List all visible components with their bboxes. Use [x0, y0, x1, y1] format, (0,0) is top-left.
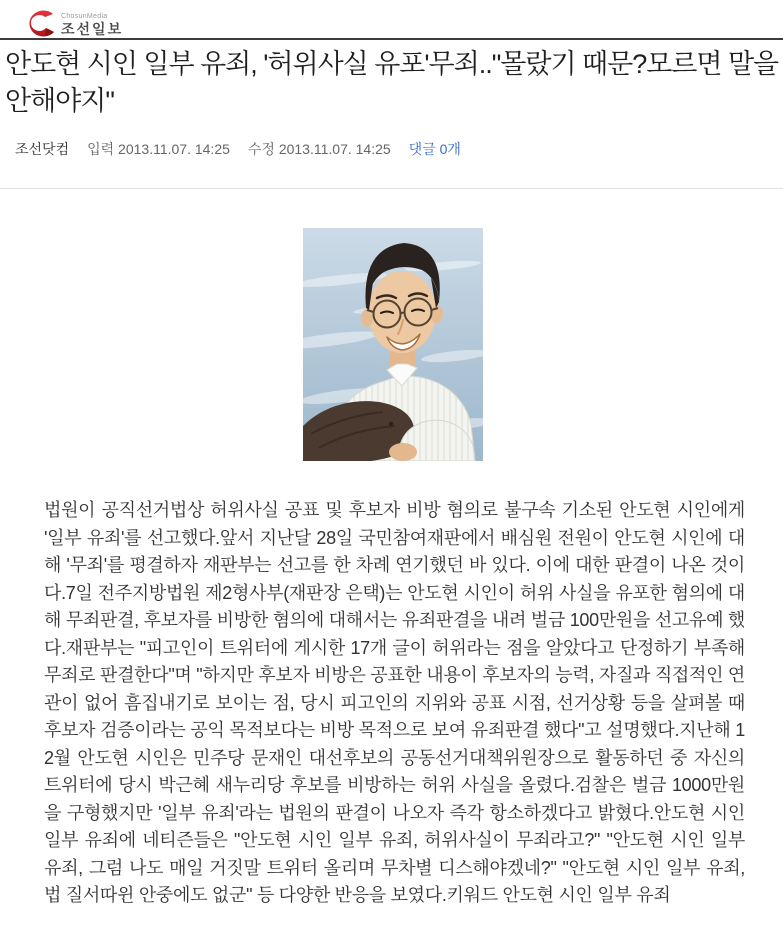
header-rule	[0, 38, 783, 40]
man-portrait-photo	[303, 228, 483, 461]
byline-modified: 수정 2013.11.07. 14:25	[247, 141, 391, 157]
byline-divider	[0, 188, 783, 189]
comments-link[interactable]: 댓글 0개	[408, 141, 461, 157]
byline-source: 조선닷컴	[15, 141, 70, 157]
logo-text	[61, 13, 123, 36]
chosun-logo[interactable]	[22, 9, 123, 39]
chosun-c-swoosh-icon	[22, 9, 56, 39]
article-headline: 안도현 시인 일부 유죄, '허위사실 유포'무죄.."몰랐기 때문?모르면 말을 안해야지"	[5, 49, 779, 116]
article-photo	[303, 228, 483, 461]
byline-published: 입력 2013.11.07. 14:25	[87, 141, 230, 157]
logo-paper-name: 조선일보	[61, 20, 124, 37]
article-body: 법원이 공직선거법상 허위사실 공표 및 후보자 비방 혐의로 불구속 기소된 안도현 시인에게 '일부 유죄'를 선고했다.앞서 지난달 28일 국민참여재판에서 배심원 전원이 안도현 시인에 대해 '무죄'를 평결하자 재판부는 선고를 한 차례 연기했던 바 있다. 이에 대한 판결이 나온 것이다.7일 전주지방법원 제2형사부(재판장 은택)는 안도현 시인이 허위 사실을 유포한 혐의에 대해 무죄판결, 후보자를 비방한 혐의에 대해서는 유죄판결을 내려 벌금 100만원을 선고유예 했다.재판부는 "피고인이 트위터에 게시한 17개 글이 허위라는 점을 알았다고 단정하기 부족해 무죄로 판결한다"며 "하지만 후보자 비방은 공표한 내용이 후보자의 능력, 자질과 직접적인 연관이 없어 흠집내기로 보이는 점, 당시 피고인의 지위와 공표 시점, 선거상황 등을 살펴볼 때 후보자 검증이라는 공익 목적보다는 비방 목적으로 보여 유죄판결 했다"고 설명했다.지난해 12월 안도현 시인은 민주당 문재인 대선후보의 공동선거대책위원장으로 활동하던 중 자신의 트위터에 당시 박근혜 새누리당 후보를 비방하는 허위 사실을 올렸다.검찰은 벌금 1000만원을 구형했지만 '일부 유죄'라는 법원의 판결이 나오자 즉각 항소하겠다고 밝혔다.안도현 시인 일부 유죄에 네티즌들은 "안도현 시인 일부 유죄, 허위사실이 무죄라고?" "안도현 시인 일부 유죄, 그럼 나도 매일 거짓말 트위터 올리며 무차별 디스해야겠네?" "안도현 시인 일부 유죄, 법 질서따윈 안중에도 없군" 등 다양한 반응을 보였다.키워드 안도현 시인 일부 유죄	[44, 500, 745, 905]
article-byline	[15, 139, 461, 159]
logo-media-label: ChosunMedia	[61, 12, 108, 20]
